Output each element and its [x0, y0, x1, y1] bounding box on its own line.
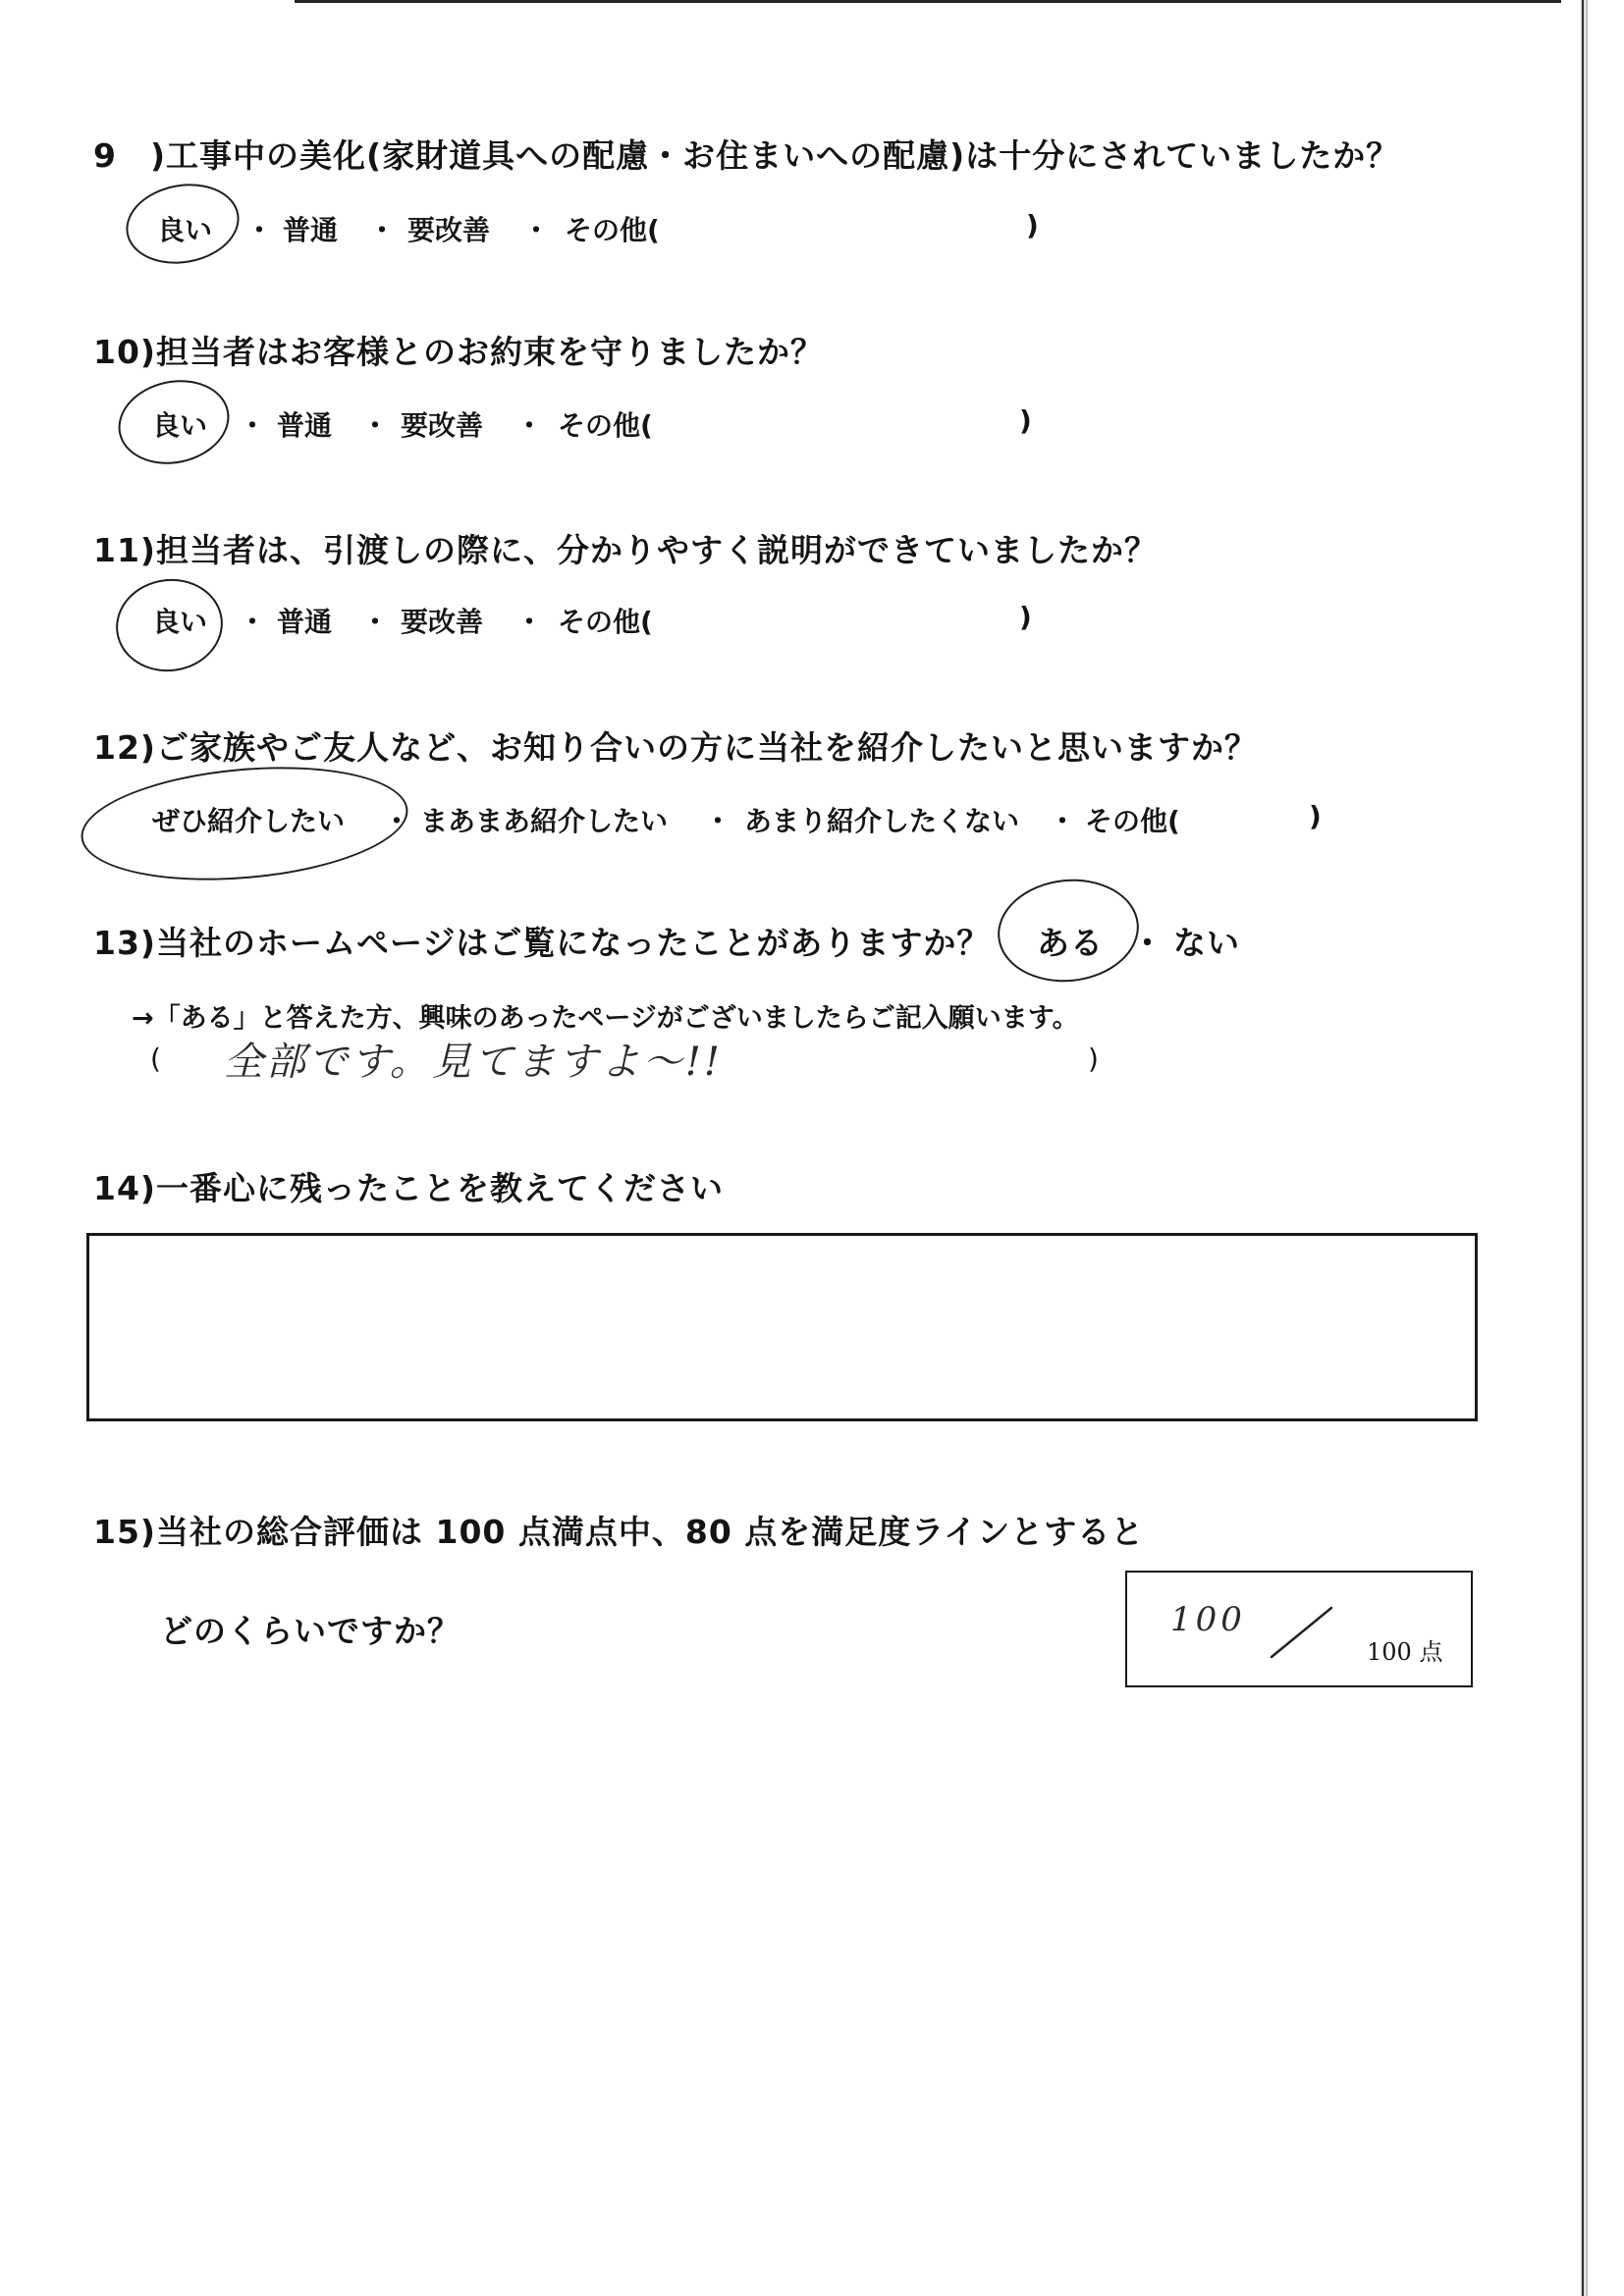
q12-option-other[interactable]: その他(: [1085, 805, 1180, 837]
q12-dot-3: ・: [1049, 805, 1077, 837]
q15-number: 15): [93, 1513, 157, 1551]
q10-option-normal[interactable]: 普通: [277, 409, 333, 442]
q11-option-good[interactable]: 良い: [152, 606, 208, 638]
q10-option-other[interactable]: その他(: [558, 409, 653, 442]
q12-option-not-really[interactable]: あまり紹介したくない: [744, 805, 1020, 837]
q13-handwritten-answer[interactable]: 全部です。見てますよ～!!: [224, 1040, 723, 1085]
q11-option-other[interactable]: その他(: [558, 606, 653, 638]
q14-number: 14): [93, 1169, 157, 1207]
q9-dot-3: ・: [522, 214, 551, 246]
q11-text: 担当者は、引渡しの際に、分かりやすく説明ができていましたか？: [156, 531, 1159, 569]
q9-option-other[interactable]: その他(: [565, 214, 660, 246]
q9-close-paren: ): [1026, 209, 1039, 241]
q15-question-line2: どのくらいですか？: [160, 1612, 460, 1650]
q15-score-value[interactable]: 100: [1170, 1600, 1246, 1639]
q11-dot-3: ・: [515, 606, 544, 638]
q9-option-normal[interactable]: 普通: [283, 214, 339, 246]
q10-dot-2: ・: [361, 409, 390, 442]
q13-option-no[interactable]: ない: [1173, 924, 1240, 962]
q10-close-paren: ): [1019, 404, 1032, 437]
q12-option-somewhat[interactable]: まあまあ紹介したい: [420, 805, 669, 837]
q10-text: 担当者はお客様とのお約束を守りましたか？: [156, 333, 825, 371]
q9-text: 工事中の美化(家財道具への配慮・お住まいへの配慮)は十分にされていましたか？: [166, 136, 1400, 175]
q11-close-paren: ): [1019, 601, 1032, 633]
q13-followup-instruction: →「ある」と答えた方、興味のあったページがございましたらご記入願います。: [132, 1003, 1079, 1034]
q12-option-definitely[interactable]: ぜひ紹介したい: [152, 805, 346, 837]
q13-close-paren: ): [1088, 1042, 1099, 1075]
q9-dot-2: ・: [368, 214, 397, 246]
q9-number: 9 ): [93, 136, 167, 175]
q9-dot-1: ・: [245, 214, 274, 246]
q13-number: 13): [93, 924, 157, 962]
q10-option-needs-improvement[interactable]: 要改善: [401, 409, 484, 442]
q11-option-normal[interactable]: 普通: [277, 606, 333, 638]
q15-max-label: 100 点: [1367, 1638, 1443, 1666]
q11-number: 11): [93, 531, 157, 569]
q12-number: 12): [93, 728, 157, 767]
q12-text: ご家族やご友人など、お知り合いの方に当社を紹介したいと思いますか？: [156, 728, 1259, 767]
q9-option-good[interactable]: 良い: [157, 214, 213, 246]
q11-option-needs-improvement[interactable]: 要改善: [401, 606, 484, 638]
q11-dot-1: ・: [239, 606, 267, 638]
q14-text: 一番心に残ったことを教えてください: [156, 1169, 725, 1207]
q12-dot-2: ・: [704, 805, 732, 837]
q13-open-paren: (: [150, 1042, 161, 1075]
q10-number: 10): [93, 333, 157, 371]
q12-dot-1: ・: [383, 805, 411, 837]
q15-text: 当社の総合評価は 100 点満点中、80 点を満足度ラインとすると: [156, 1513, 1145, 1551]
q11-dot-2: ・: [361, 606, 390, 638]
q10-dot-1: ・: [239, 409, 267, 442]
q12-close-paren: ): [1309, 800, 1322, 832]
q10-option-good[interactable]: 良い: [152, 409, 208, 442]
q13-option-yes[interactable]: ある: [1037, 924, 1104, 962]
q10-dot-3: ・: [515, 409, 544, 442]
q9-option-needs-improvement[interactable]: 要改善: [407, 214, 491, 246]
q13-text: 当社のホームページはご覧になったことがありますか？: [156, 924, 991, 962]
q13-dot: ・: [1131, 924, 1164, 962]
